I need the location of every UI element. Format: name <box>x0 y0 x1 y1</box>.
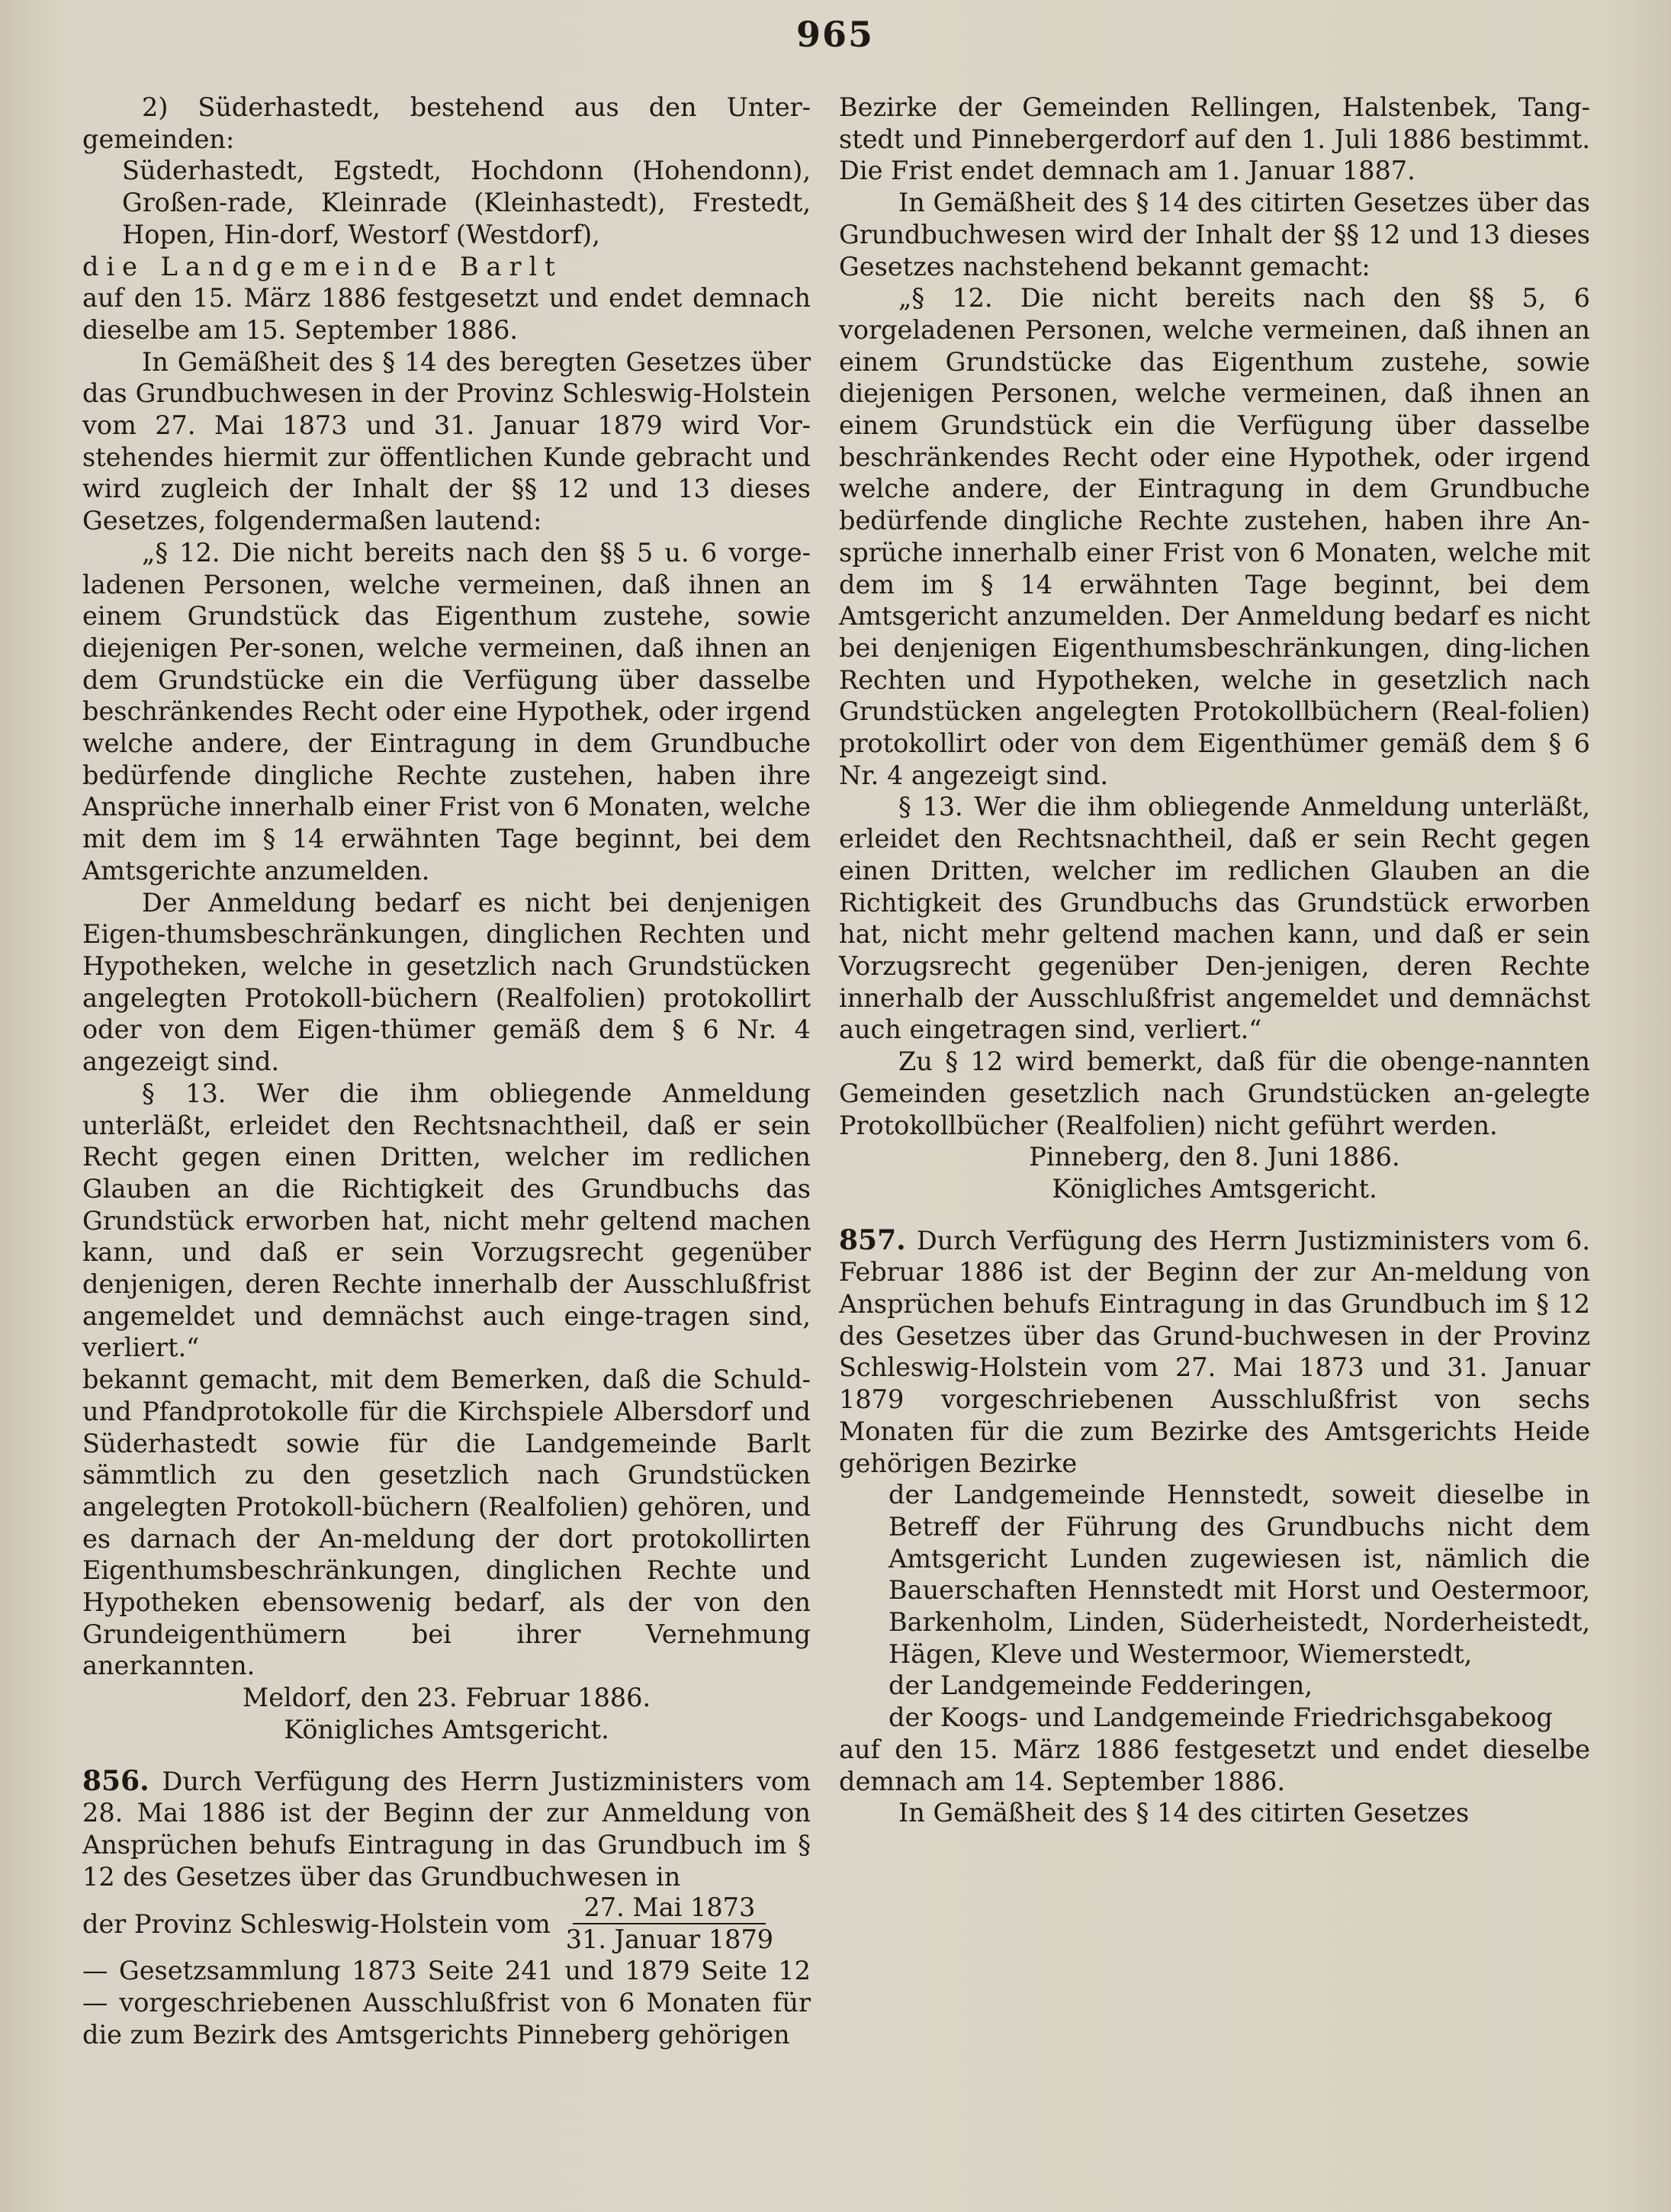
notice-856-text: Durch Verfügung des Herrn Justizministers vom 28. Mai 1886 ist der Beginn der zur Anmeldung von Ansprüchen behufs Eintragung in das Grundbuch im § 12 des Gesetzes über das Grundbuchwesen in <box>82 1766 811 1892</box>
zu-12-paragraph: Zu § 12 wird bemerkt, daß für die obenge-nannten Gemeinden gesetzlich nach Grundstücken an-gelegte Protokollbücher (Realfolien) nicht geführt werden. <box>839 1047 1590 1140</box>
notice-number-857: 857. <box>839 1223 906 1256</box>
fraction-bottom: 31. Januar 1879 <box>565 1924 774 1955</box>
gemaessheit-paragraph: In Gemäßheit des § 14 des citirten Gesetzes über das Grundbuchwesen wird der Inhalt der §§ 12 und 13 dieses Gesetzes nachstehend bekannt gemacht: <box>839 188 1590 281</box>
list-857-item: der Landgemeinde Hennstedt, soweit dieselbe in Betreff der Führung des Grundbuchs nicht dem Amtsgericht Lunden zugewiesen ist, nämlich die Bauerschaften Hennstedt mit Horst und Oestermoor, Barkenholm, Linden, Süderheistedt, Norderheistedt, Hägen, Kleve und Westermoor, Wiemerstedt, <box>889 1480 1590 1669</box>
list-857-item: der Landgemeinde Fedderingen, <box>889 1670 1313 1701</box>
place-date-right: Pinneberg, den 8. Juni 1886. <box>1029 1142 1400 1172</box>
court-signature: Königliches Amtsgericht. <box>284 1714 609 1744</box>
page-number: 965 <box>795 14 875 55</box>
date-fraction <box>555 1892 784 1955</box>
notice-857-text: Durch Verfügung des Herrn Justizministers vom 6. Februar 1886 ist der Beginn der zur An-meldung von Ansprüchen behufs Eintragung in das Grundbuch im § 12 des Gesetzes über das Grund-buchwesen in der Provinz Schleswig-Holstein vom 27. Mai 1873 und 31. Januar 1879 vorgeschriebenen Ausschlußfrist von sechs Monaten für die zum Bezirke des Amtsgerichts Heide gehörigen Bezirke <box>839 1225 1590 1478</box>
subgemeinden-list: Süderhastedt, Egstedt, Hochdonn (Hohendonn), Großen-rade, Kleinrade (Kleinhastedt), Frestedt, Hopen, Hin-dorf, Westorf (Westdorf), <box>122 156 811 249</box>
left-column <box>82 92 811 2050</box>
continuation-paragraph: Bezirke der Gemeinden Rellingen, Halstenbek, Tang-stedt und Pinnebergerdorf auf den 1. Juli 1886 bestimmt. Die Frist endet demnach am 1. Januar 1887. <box>839 92 1590 186</box>
fraction-top: 27. Mai 1873 <box>573 1892 766 1924</box>
remark-paragraph: bekannt gemacht, mit dem Bemerken, daß die Schuld- und Pfandprotokolle für die Kirchspiele Albersdorf und Süderhastedt sowie für die Landgemeinde Barlt sämmtlich zu den gesetzlich nach Grundstücken angelegten Protokoll-büchern (Realfolien) gehören, und es darnach der An-meldung der dort protokollirten Eigenthumsbeschränkungen, dinglichen Rechte und Hypotheken ebensowenig bedarf, als der von den Grundeigenthümern bei ihrer Vernehmung anerkannten. <box>82 1365 811 1681</box>
place-date: Meldorf, den 23. Februar 1886. <box>242 1683 651 1713</box>
fraction-prefix: der Provinz Schleswig-Holstein vom <box>82 1908 551 1939</box>
notice-856-continuation: — Gesetzsammlung 1873 Seite 241 und 1879 Seite 12 — vorgeschriebenen Ausschlußfrist von 6 Monaten für die zum Bezirk des Amtsgerichts Pinneberg gehörigen <box>82 1956 811 2050</box>
list-857-item: der Koogs- und Landgemeinde Friedrichsgabekoog <box>889 1702 1553 1733</box>
final-line: In Gemäßheit des § 14 des citirten Gesetzes <box>898 1798 1470 1828</box>
court-signature-right: Königliches Amtsgericht. <box>1052 1173 1377 1204</box>
landgemeinde-line: die Landgemeinde Barlt <box>82 251 563 281</box>
section-12-quote-right: „§ 12. Die nicht bereits nach den §§ 5, 6 vorgeladenen Personen, welche vermeinen, daß ihnen an einem Grundstücke das Eigenthum zustehe, sowie diejenigen Personen, welche vermeinen, daß ihnen an einem Grundstück ein die Verfügung über dasselbe beschränkendes Recht oder eine Hypothek, oder irgend welche andere, der Eintragung in dem Grundbuche bedürfende dingliche Rechte zustehen, haben ihre An-sprüche innerhalb einer Frist von 6 Monaten, welche mit dem im § 14 erwähnten Tage beginnt, bei dem Amtsgericht anzumelden. Der Anmeldung bedarf es nicht bei denjenigen Eigenthumsbeschränkungen, ding-lichen Rechten und Hypotheken, welche in gesetzlich nach Grundstücken angelegten Protokollbüchern (Real-folien) protokollirt oder von dem Eigenthümer gemäß dem § 6 Nr. 4 angezeigt sind. <box>839 283 1590 790</box>
notice-number-856: 856. <box>82 1764 149 1797</box>
notice-856 <box>82 1766 811 1893</box>
item-2-heading: 2) Süderhastedt, bestehend aus den Unter-gemeinden: <box>82 92 811 154</box>
right-column <box>839 92 1590 1829</box>
deadline-line: auf den 15. März 1886 festgesetzt und endet demnach dieselbe am 15. September 1886. <box>82 283 811 345</box>
publication-paragraph: In Gemäßheit des § 14 des beregten Gesetzes über das Grundbuchwesen in der Provinz Schleswig-Holstein vom 27. Mai 1873 und 31. Januar 1879 wird Vor-stehendes hiermit zur öffentlichen Kunde gebracht und wird zugleich der Inhalt der §§ 12 und 13 dieses Gesetzes, folgendermaßen lautend: <box>82 346 811 536</box>
notice-857 <box>839 1225 1590 1480</box>
notice-857-deadline: auf den 15. März 1886 festgesetzt und endet dieselbe demnach am 14. September 1886. <box>839 1734 1590 1796</box>
section-13-quote-right: § 13. Wer die ihm obliegende Anmeldung unterläßt, erleidet den Rechtsnachtheil, daß er sein Recht gegen einen Dritten, welcher im redlichen Glauben an die Richtigkeit des Grundbuchs das Grundstück erworben hat, nicht mehr geltend machen kann, und daß er sein Vorzugsrecht gegenüber Den-jenigen, deren Rechte innerhalb der Ausschlußfrist angemeldet und demnächst auch eingetragen sind, verliert.“ <box>839 792 1590 1045</box>
date-fraction-line <box>82 1892 811 1955</box>
section-12-quote: „§ 12. Die nicht bereits nach den §§ 5 u. 6 vorge-ladenen Personen, welche vermeinen, daß ihnen an einem Grundstück das Eigenthum zustehe, sowie diejenigen Per-sonen, welche vermeinen, daß ihnen an dem Grundstücke ein die Verfügung über dasselbe beschränkendes Recht oder eine Hypothek, oder irgend welche andere, der Eintragung in dem Grundbuche bedürfende dingliche Rechte zustehen, haben ihre Ansprüche innerhalb einer Frist von 6 Monaten, welche mit dem im § 14 erwähnten Tage beginnt, bei dem Amtsgerichte anzumelden. <box>82 537 811 886</box>
section-13-quote: § 13. Wer die ihm obliegende Anmeldung unterläßt, erleidet den Rechtsnachtheil, daß er sein Recht gegen einen Dritten, welcher im redlichen Glauben an die Richtigkeit des Grundbuchs das Grundstück erworben hat, nicht mehr geltend machen kann, und daß er sein Vorzugsrecht gegenüber denjenigen, deren Rechte innerhalb der Ausschlußfrist angemeldet und demnächst auch einge-tragen sind, verliert.“ <box>82 1078 811 1363</box>
section-12-continuation: Der Anmeldung bedarf es nicht bei denjenigen Eigen-thumsbeschränkungen, dinglichen Rechten und Hypotheken, welche in gesetzlich nach Grundstücken angelegten Protokoll-büchern (Realfolien) protokollirt oder von dem Eigen-thümer gemäß dem § 6 Nr. 4 angezeigt sind. <box>82 887 811 1077</box>
